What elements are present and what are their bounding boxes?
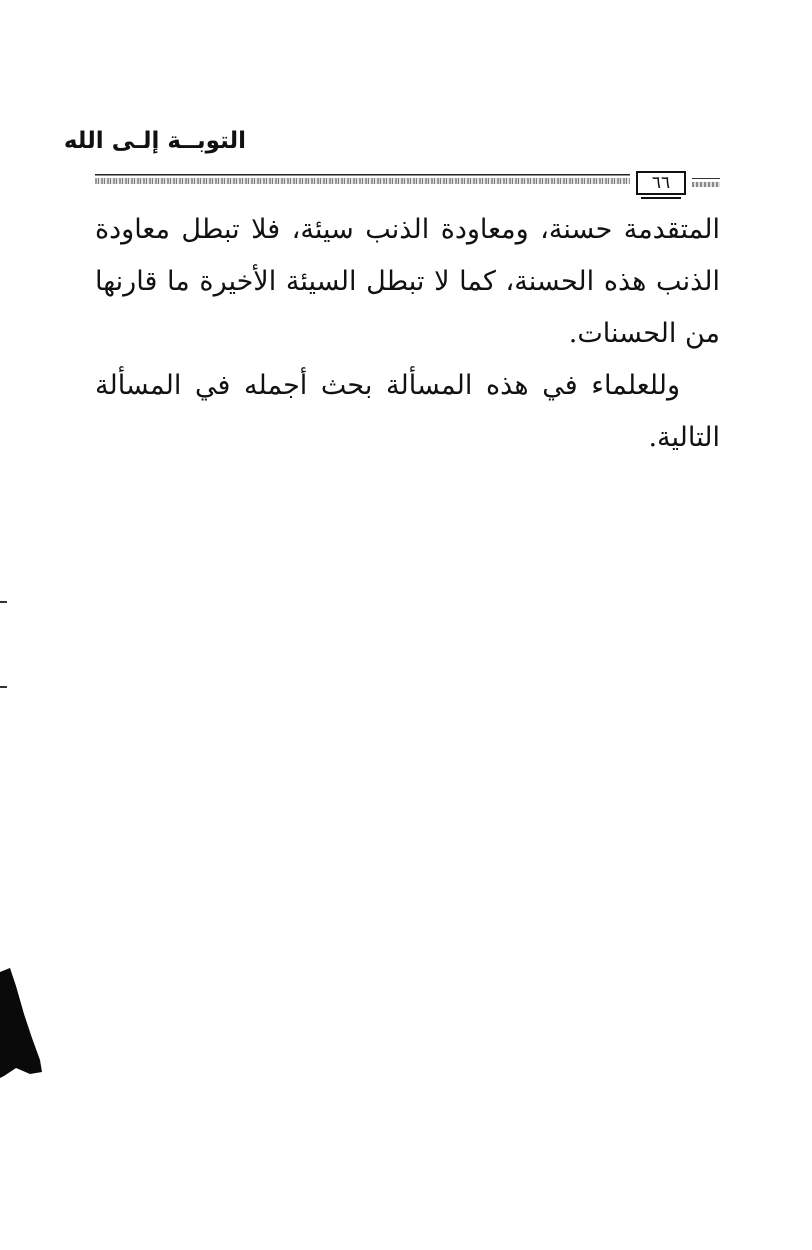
- scan-margin-mark: [0, 686, 7, 688]
- header-rule-tail: [692, 178, 720, 188]
- paragraph: وللعلماء في هذه المسألة بحث أجمله في المسألة التالية.: [95, 370, 720, 453]
- paragraph: المتقدمة حسنة، ومعاودة الذنب سيئة، فلا تبطل معاودة الذنب هذه الحسنة، كما لا تبطل السيئة الأخيرة ما قارنها من الحسنات.: [95, 214, 720, 349]
- running-title: التوبــة إلـى الله: [63, 128, 246, 154]
- page-number: ٦٦: [636, 171, 686, 195]
- scan-margin-mark: [0, 601, 7, 603]
- body-text: [95, 204, 720, 464]
- header-rule: [95, 174, 630, 185]
- scan-edge-artifact: [0, 968, 44, 1078]
